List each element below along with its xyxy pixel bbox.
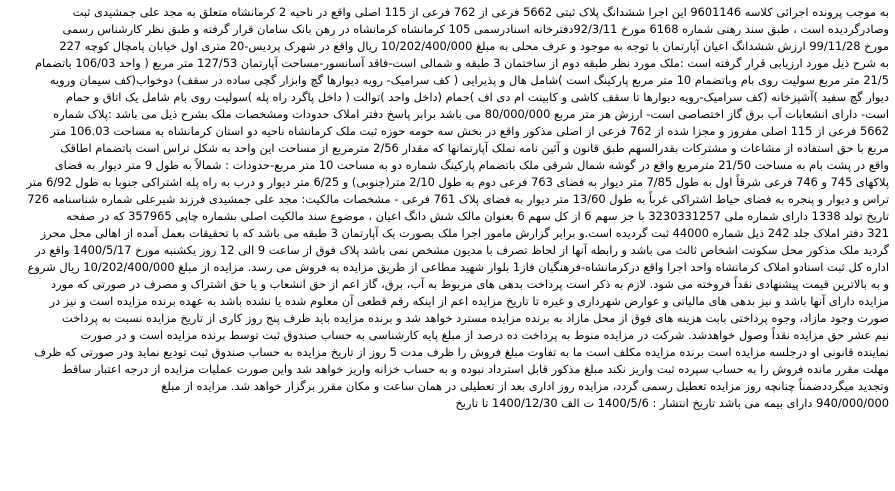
notice-line: نماینده قانونی او درجلسه مزایده است برنده مزایده مکلف است ما به تفاوت مبلغ فروش را ظرف مدت 5 روز از تاریخ مزایده به حساب صندوق ثبت تودیع نماید ودر صورتی که ظرف <box>34 345 889 359</box>
notice-line: صورت وجود مازاد، وجوه پرداختی بابت هزینه های فوق از محل مازاد به برنده مزایده مسترد خواهد شد و برنده مزایده باید ظرف پنج روز کاری از تاریخ مزایده نسبت به پرداخت <box>62 311 889 325</box>
notice-line: پلاکهای 745 و 746 فرعی شرقاً اول به طول 7/85 متر دیوار به فضای 763 فرعی دوم به طول 2/10 متر(جنوبی) و 6/25 متر دیوار و درب به راه پله اشتراکی جنوبا به طول 6/92 متر <box>26 175 889 189</box>
notice-line: 940/000/000 دارای بیمه می باشد تاریخ انتشار : 1400/5/6 ت الف 1400/12/30 تا تاریخ <box>455 396 889 410</box>
notice-line: مربع با حق استفاده از مشاعات و مشترکات بقدرالسهم طبق قانون و آئین نامه تملک آپارتمانها که مقدار 2/56 مترمربع از مساحت این واحد به شکل تراس است باتضمام اطاقک <box>60 141 889 155</box>
notice-line: اداره کل ثبت اسنادو املاک کرمانشاه واحد اجرا واقع درکرمانشاه-فرهنگیان فاز1 بلوار شهید مطاعی از طریق مزایده به فروش می رسد. مزایده از مبلغ 10/202/400/000 ریال شروع <box>27 260 889 274</box>
notice-line: تاریخ تولد 1338 دارای شماره ملی 3230331257 با جز سهم 6 از کل سهم 6 بعنوان مالک شش دانگ اعیان ، موضوع سند مالکیت اصلی بشماره چاپی 357965 که در صفحه <box>66 209 889 223</box>
notice-line: وتجدید میگرددضمناً چنانچه روز مزایده تعطیل رسمی گردد، مزایده روز اداری بعد از تعطیلی در همان ساعت و مکان مقرر برگزار خواهد شد. مزایده از مبلغ <box>161 379 889 393</box>
notice-line: واقع در پشت بام به مساحت 21/50 مترمربع واقع در گوشه شمال شرقی ملک باتضمام پارکینگ شماره دو به مساحت 10 متر مربع-حدودات : شمالاً به طول 9 متر دیوار به فضای <box>54 158 889 172</box>
notice-line: 5662 فرعی از 115 اصلی مفروز و مجزا شده از 762 فرعی از اصلی مذکور واقع در بخش سه حومه حوزه ثبت ملک کرمانشاه ناحیه دو استان کرمانشاه به مساحت 106.03 متر <box>50 124 889 138</box>
notice-line: مهلت مقرر مانده فروش را به حساب سپرده ثبت واریز نکند مبلغ مذکور قابل استرداد نبوده و به حساب خزانه واریز خواهد شد واین صورت عملیات مزایده از درجه اعتبار ساقط <box>62 362 889 376</box>
notice-line: مزایده دارای آنها باشد و نیز بدهی های مالیاتی و عوارض شهرداری و غیره تا تاریخ مزایده اعم از اینکه رقم قطعی آن معلوم شده یا نشده باشد به عهده برنده مزایده است و نیز در <box>49 294 889 308</box>
notice-line: به شرح ذیل مورد ارزیابی قرار گرفته است :ملک مورد نظر طبقه دوم از ساختمان 3 طبقه و شمالی است-فاقد آسانسور-مساحت آپارتمان 127/53 متر مربع ( واحد 106/03 باتضمام <box>34 56 889 70</box>
notice-line: نیم عشر حق مزایده نقداً وصول خواهدشد. شرکت در مزایده منوط به پرداخت ده درصد از مبلغ پایه کارشناسی به حساب صندوق ثبت توسط برنده مزایده است و در صورت <box>80 328 889 342</box>
notice-line: است- دارای انشعابات آب برق گاز اختصاصی است- ارزش هر متر مربع 80/000/000 می باشد برابر پاسخ دفتر املاک حدودات ومشخصات ملک بشرح ذیل می باشد :پلاک شماره <box>53 107 889 121</box>
notice-line: به موجب پرونده اجرائی کلاسه 9601146 این اجرا ششدانگ پلاک ثبتی 5662 فرعی از 762 فرعی از 115 اصلی واقع در ناحیه 2 کرمانشاه متعلق به مجد علی جمشیدی ثبت <box>72 5 889 19</box>
auction-notice-text <box>6 4 889 412</box>
notice-line: 321 دفتر املاک جلد 242 ذیل شماره 44000 ثبت گردیده است.و برابر گزارش مامور اجرا ملک بصورت یک آپارتمان 3 طبقه می باشد که با تحقیقات بعمل آمده از اهالی محل محرز <box>40 226 889 240</box>
notice-line: گردید ملک مذکور محل سکونت اشخاص ثالث می باشد و رابطه آنها از لحاظ تصرف با مدیون مشخص نمی باشد پلاک فوق از ساعت 9 الی 12 روز یکشنبه مورخ 1400/5/17 واقع در <box>35 243 889 257</box>
notice-line: و به بالاترین قیمت پیشنهادی نقداً فروخته می شود. لازم به ذکر است پرداخت بدهی های مربوط به آب، برق، گاز اعم از حق انشعاب و یا حق اشتراک و مصرف در صورتی که مورد <box>51 277 889 291</box>
notice-line: تراس و دیوار و پنجره به فضای حیاط اشتراکی غرباً به طول 13/60 متر دیوار به فضای پلاک 761 فرعی - مشخصات مالکیت: مجد علی جمشیدی فرزند شیرعلی شماره شناسنامه 726 <box>27 192 889 206</box>
notice-line: دیوار گچ سفید )آشپزخانه (کف سرامیک-رویه دیوارها تا سقف کاشی و کابینت ام دی اف )حمام (داخل واحد )توالت ( داخل پاگرد راه پله )سولیت روی بام شامل یک اتاق و حمام <box>65 90 889 104</box>
notice-line: 21/5 متر مربع سولیت روی بام وباتضمام 10 متر مربع پارکینگ است )شامل هال و پذیرایی ( کف سرامیک- رویه دیوارها گچ وابزار گچی ساده در سقف) دوخواب(کف سیمان ورویه <box>49 73 889 87</box>
notice-line: وصادرگردیده است ، طبق سند رهنی شماره 6168 مورخ 92/3/11دفترخانه اسنادرسمی 105 کرمانشاه کرمانشاه در رهن بانک سامان قرار گرفته و طبق نظر کارشناس رسمی <box>62 22 889 36</box>
notice-line: مورخ 99/11/28 ارزش ششدانگ اعیان آپارتمان با توجه به موجود و عرف محلی به مبلغ 10/202/400/000 ریال واقع در شهرک پردیس-20 متری اول خیابان پامچال کوچه 227 <box>59 39 889 53</box>
